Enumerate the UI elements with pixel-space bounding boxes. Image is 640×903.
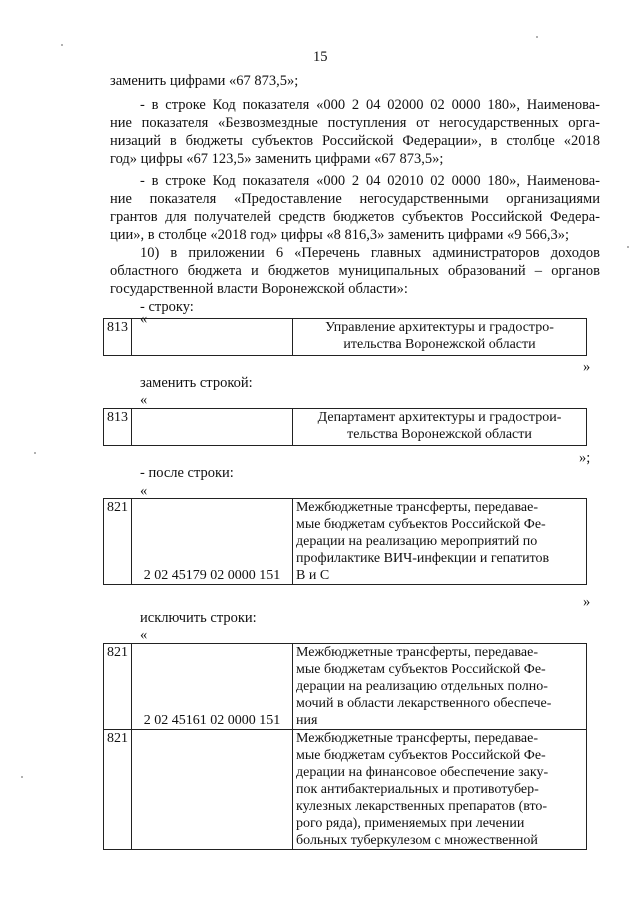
paragraph-line: низаций в бюджеты субъектов Российской Федерации», в столбце «2018 xyxy=(110,133,600,149)
page-number: 15 xyxy=(313,49,328,65)
name-line: дерации на финансовое обеспечение заку- xyxy=(296,765,549,780)
paragraph-line: - в строке Код показателя «000 2 04 02000 02 0000 180», Наименова- xyxy=(140,97,600,113)
open-quote: « xyxy=(140,483,148,499)
name-line: пок антибактериальных и противотубер- xyxy=(296,782,539,797)
scan-speck xyxy=(536,36,538,38)
row-name xyxy=(293,730,587,850)
paragraph-line: ние показателя «Безвозмездные поступления от негосударственных орга- xyxy=(110,115,600,131)
label-string: - строку: xyxy=(140,299,194,315)
paragraph-line: 10) в приложении 6 «Перечень главных администраторов доходов xyxy=(140,245,600,261)
row-kbk xyxy=(132,409,293,446)
paragraph-line: государственной власти Воронежской области»: xyxy=(110,281,408,297)
table-old-row xyxy=(103,318,587,356)
label-replace-with: заменить строкой: xyxy=(140,375,253,391)
table-remove-rows xyxy=(103,643,587,850)
scan-speck xyxy=(34,452,36,454)
row-kbk xyxy=(132,730,293,850)
name-line: тельства Воронежской области xyxy=(347,427,532,442)
table-row xyxy=(104,644,587,730)
open-quote: « xyxy=(140,392,148,408)
table-row xyxy=(104,319,587,356)
paragraph-line: областного бюджета и бюджетов муниципальных образований – органов xyxy=(110,263,600,279)
row-name xyxy=(293,319,587,356)
name-line: Межбюджетные трансферты, передавае- xyxy=(296,500,538,515)
scan-speck xyxy=(627,246,629,248)
open-quote: « xyxy=(140,311,148,327)
name-line: мые бюджетам субъектов Российской Фе- xyxy=(296,517,546,532)
name-line: Управление архитектуры и градостро- xyxy=(325,320,554,335)
row-code: 813 xyxy=(104,409,132,446)
name-line: мочий в области лекарственного обеспече- xyxy=(296,696,552,711)
name-line: Межбюджетные трансферты, передавае- xyxy=(296,645,538,660)
table-row xyxy=(104,409,587,446)
name-line: мые бюджетам субъектов Российской Фе- xyxy=(296,748,546,763)
name-line: больных туберкулезом с множественной xyxy=(296,833,538,848)
name-line: В и С xyxy=(296,568,330,583)
name-line: ительства Воронежской области xyxy=(343,337,536,352)
label-remove-rows: исключить строки: xyxy=(140,610,257,626)
name-line: профилактике ВИЧ-инфекции и гепатитов xyxy=(296,551,550,566)
table-new-row xyxy=(103,408,587,446)
row-code: 821 xyxy=(104,499,132,585)
row-name xyxy=(293,409,587,446)
close-quote: »; xyxy=(579,450,591,466)
table-row xyxy=(104,499,587,585)
paragraph-line: заменить цифрами «67 873,5»; xyxy=(110,73,299,89)
row-code: 821 xyxy=(104,644,132,730)
name-line: кулезных лекарственных препаратов (вто- xyxy=(296,799,548,814)
name-line: дерации на реализацию отдельных полно- xyxy=(296,679,548,694)
close-quote: » xyxy=(583,594,591,610)
row-kbk: 2 02 45179 02 0000 151 xyxy=(132,499,293,585)
name-line: Департамент архитектуры и градострои- xyxy=(317,410,562,425)
name-line: рого ряда), применяемых при лечении xyxy=(296,816,525,831)
open-quote: « xyxy=(140,627,148,643)
table-row xyxy=(104,730,587,850)
table-after-row xyxy=(103,498,587,585)
label-after-row: - после строки: xyxy=(140,465,234,481)
row-kbk xyxy=(132,319,293,356)
row-code: 821 xyxy=(104,730,132,850)
name-line: мые бюджетам субъектов Российской Фе- xyxy=(296,662,546,677)
paragraph-line: год» цифры «67 123,5» заменить цифрами «67 873,5»; xyxy=(110,151,444,167)
scan-speck xyxy=(21,776,23,778)
row-name xyxy=(293,499,587,585)
paragraph-line: грантов для получателей средств бюджетов субъектов Российской Федера- xyxy=(110,209,600,225)
name-line: дерации на реализацию мероприятий по xyxy=(296,534,538,549)
scan-speck xyxy=(61,44,63,46)
row-kbk: 2 02 45161 02 0000 151 xyxy=(132,644,293,730)
row-name xyxy=(293,644,587,730)
paragraph-line: ции», в столбце «2018 год» цифры «8 816,3» заменить цифрами «9 566,3»; xyxy=(110,227,570,243)
name-line: Межбюджетные трансферты, передавае- xyxy=(296,731,538,746)
paragraph-line: - в строке Код показателя «000 2 04 02010 02 0000 180», Наименова- xyxy=(140,173,600,189)
name-line: ния xyxy=(296,713,318,728)
paragraph-line: ние показателя «Предоставление негосударственными организациями xyxy=(110,191,600,207)
row-code: 813 xyxy=(104,319,132,356)
close-quote: » xyxy=(583,359,591,375)
